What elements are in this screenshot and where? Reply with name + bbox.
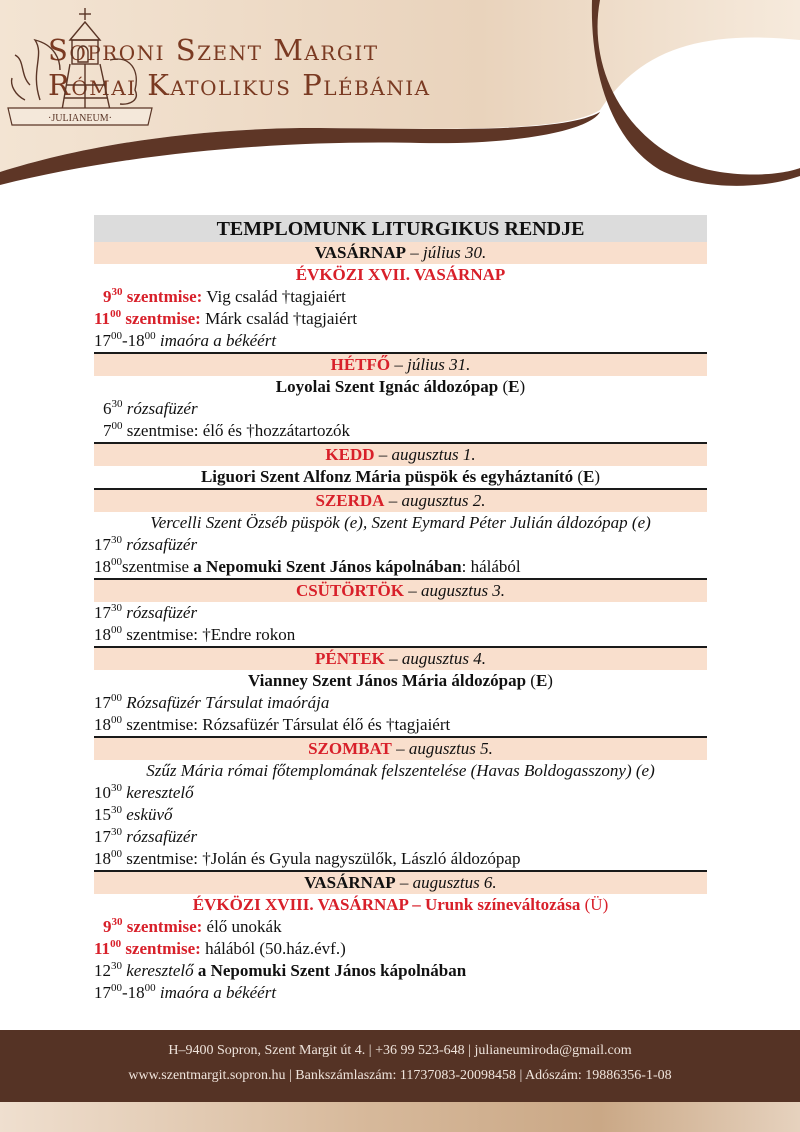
schedule-line: $17^{30}$ rózsafüzér xyxy=(94,602,198,622)
day-header-wednesday: SZERDA – augusztus 2. xyxy=(94,490,707,512)
schedule-line: $18^{00}$ szentmise: Rózsafüzér Társulat élő és †tagjaiért xyxy=(94,714,451,734)
day-header-sunday-aug6: VASÁRNAP – augusztus 6. xyxy=(94,872,707,894)
schedule-line: $15^{30}$ esküvő xyxy=(94,804,173,824)
liturgy-schedule xyxy=(94,215,707,1004)
schedule-line: $18^{00}$ szentmise: †Endre rokon xyxy=(94,624,296,644)
schedule-line: $17^{30}$ rózsafüzér xyxy=(94,826,198,846)
saint-line: Loyolai Szent Ignác áldozópap (E) xyxy=(275,377,526,396)
schedule-line: $9^{30}$ szentmise: élő unokák xyxy=(103,916,282,936)
feast-title: ÉVKÖZI XVIII. VASÁRNAP – Urunk színeváltozása (Ü) xyxy=(192,895,609,914)
schedule-line: $18^{00}szentmise$ a Nepomuki Szent János kápolnában: hálából xyxy=(94,556,521,576)
schedule-line: $11^{00}$ szentmise: hálából (50.ház.évf.) xyxy=(94,938,346,958)
schedule-line: $6^{30}$ rózsafüzér xyxy=(103,398,198,418)
feast-title: ÉVKÖZI XVII. VASÁRNAP xyxy=(295,265,506,284)
schedule-line: $11^{00}$ szentmise: Márk család †tagjaiért xyxy=(94,308,358,328)
title-line-2: Római Katolikus Plébánia xyxy=(48,68,431,102)
day-header-friday: PÉNTEK – augusztus 4. xyxy=(94,648,707,670)
day-header-saturday: SZOMBAT – augusztus 5. xyxy=(94,738,707,760)
day-header-tuesday: KEDD – augusztus 1. xyxy=(94,444,707,466)
saint-line: Vianney Szent János Mária áldozópap (E) xyxy=(248,671,553,690)
schedule-line: $17^{00}-18^{00}$ imaóra a békéért xyxy=(94,982,277,1002)
schedule-line: $7^{00}$ szentmise: élő és †hozzátartozók xyxy=(103,420,351,440)
saint-line: Vercelli Szent Özséb püspök (e), Szent Eymard Péter Julián áldozópap (e) xyxy=(150,513,651,532)
schedule-line: $10^{30}$ keresztelő xyxy=(94,782,194,802)
logo-label: ·JULIANEUM· xyxy=(48,113,112,124)
saint-line: Liguori Szent Alfonz Mária püspök és egyháztanító (E) xyxy=(200,467,601,486)
title-line-1: Soproni Szent Margit xyxy=(48,33,379,67)
footer-contact: H–9400 Sopron, Szent Margit út 4. | +36 99 523-648 | julianeumiroda@gmail.com xyxy=(168,1043,632,1058)
schedule-line: $9^{30}$ szentmise: Vig család †tagjaiért xyxy=(103,286,346,306)
day-date: – július 30. xyxy=(410,243,487,262)
day-header-monday: HÉTFŐ – július 31. xyxy=(94,354,707,376)
julianeum-logo xyxy=(0,0,160,130)
schedule-line: $18^{00}$ szentmise: †Jolán és Gyula nagyszülők, László áldozópap xyxy=(94,848,521,868)
schedule-line: $12^{30}$ keresztelő a Nepomuki Szent János kápolnában xyxy=(94,960,467,980)
day-header-thursday: CSÜTÖRTÖK – augusztus 3. xyxy=(94,580,707,602)
footer-bank-info: www.szentmargit.sopron.hu | Bankszámlaszám: 11737083-20098458 | Adószám: 19886356-1-08 xyxy=(128,1068,672,1083)
footer-band xyxy=(0,1102,800,1132)
schedule-line: $17^{00}-18^{00}$ imaóra a békéért xyxy=(94,330,277,350)
day-name: VASÁRNAP xyxy=(314,243,406,262)
day-header-sunday-jul30 xyxy=(94,242,707,264)
schedule-line: $17^{00}$ Rózsafüzér Társulat imaórája xyxy=(94,692,330,712)
page-header xyxy=(0,0,800,200)
saint-line: Szűz Mária római főtemplomának felszentelése (Havas Boldogasszony) (e) xyxy=(146,761,655,780)
page-footer xyxy=(0,1030,800,1102)
schedule-banner: TEMPLOMUNK LITURGIKUS RENDJE xyxy=(94,215,707,242)
schedule-line: $17^{30}$ rózsafüzér xyxy=(94,534,198,554)
